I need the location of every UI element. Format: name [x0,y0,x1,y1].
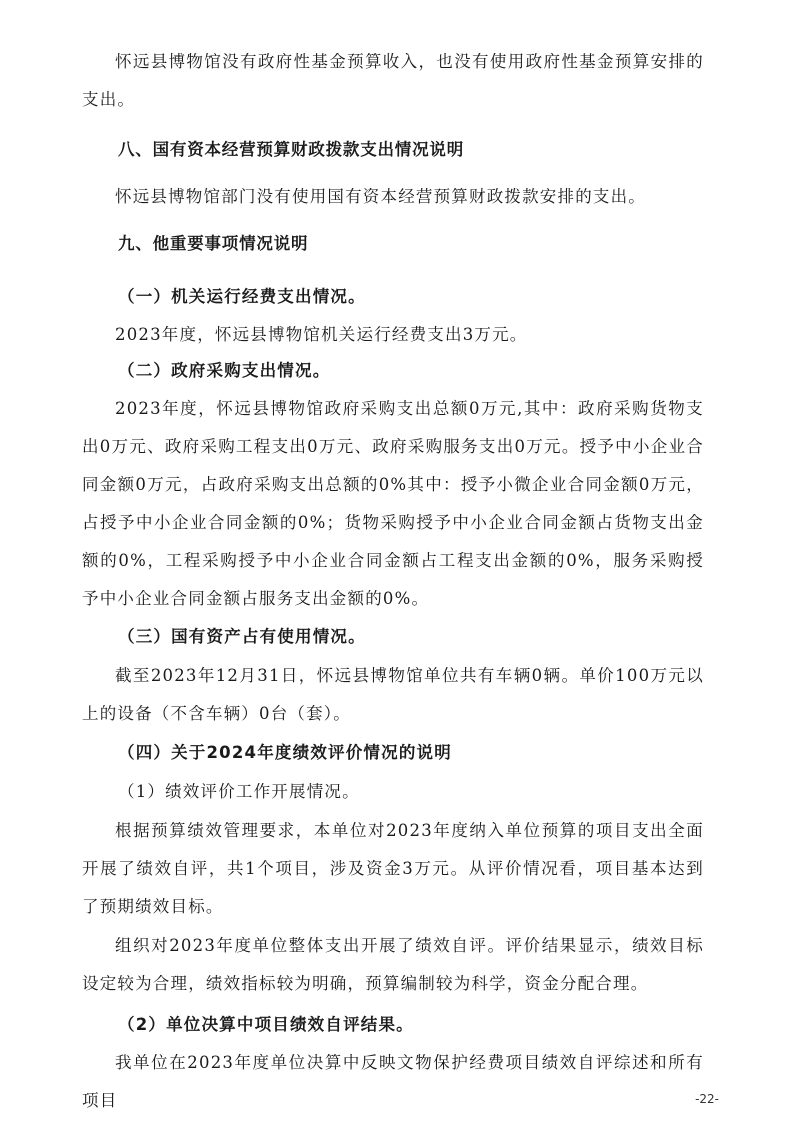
paragraph-project-self-evaluation: 我单位在2023年度单位决算中反映文物保护经费项目绩效自评综述和所有项目 [82,1053,704,1110]
subheading-state-assets: （三）国有资产占有使用情况。 [118,627,366,646]
paragraph-section-8: 怀远县博物馆部门没有使用国有资本经营预算财政拨款安排的支出。 [115,187,646,206]
subheading-performance-evaluation: （四）关于2024年度绩效评价情况的说明 [118,743,452,762]
paragraph-overall-evaluation: 组织对2023年度单位整体支出开展了绩效自评。评价结果显示，绩效目标设定较为合理，绩效指标较为明确，预算编制较为科学，资金分配合理。 [82,936,704,993]
item-project-self-evaluation: （2）单位决算中项目绩效自评结果。 [118,1015,414,1034]
heading-section-8: 八、国有资本经营预算财政拨款支出情况说明 [118,140,464,159]
paragraph-state-assets: 截至2023年12月31日，怀远县博物馆单位共有车辆0辆。单价100万元以上的设备（不含车辆）0台（套）。 [82,666,704,723]
subheading-government-procurement: （二）政府采购支出情况。 [118,361,331,380]
item-evaluation-work: （1）绩效评价工作开展情况。 [118,782,360,801]
paragraph-evaluation-work: 根据预算绩效管理要求，本单位对2023年度纳入单位预算的项目支出全面开展了绩效自评，共1个项目，涉及资金3万元。从评价情况看，项目基本达到了预期绩效目标。 [82,821,704,916]
subheading-operating-expenses: （一）机关运行经费支出情况。 [118,287,366,306]
paragraph-operating-expenses: 2023年度，怀远县博物馆机关运行经费支出3万元。 [115,325,528,344]
paragraph-government-fund: 怀远县博物馆没有政府性基金预算收入，也没有使用政府性基金预算安排的支出。 [82,52,704,109]
paragraph-government-procurement: 2023年度，怀远县博物馆政府采购支出总额0万元,其中：政府采购货物支出0万元、政府采购工程支出0万元、政府采购服务支出0万元。授予中小企业合同金额0万元，占政府采购支出总额的0%其中：授予小微企业合同金额0万元，占授予中小企业合同金额的0%；货物采购授予中小企业合同金额占货物支出金额的0%，工程采购授予中小企业合同金额占工程支出金额的0%，服务采购授予中小企业合同金额占服务支出金额的0%。 [82,399,704,608]
page-number: -22- [695,1092,719,1106]
heading-section-9: 九、他重要事项情况说明 [118,234,309,253]
